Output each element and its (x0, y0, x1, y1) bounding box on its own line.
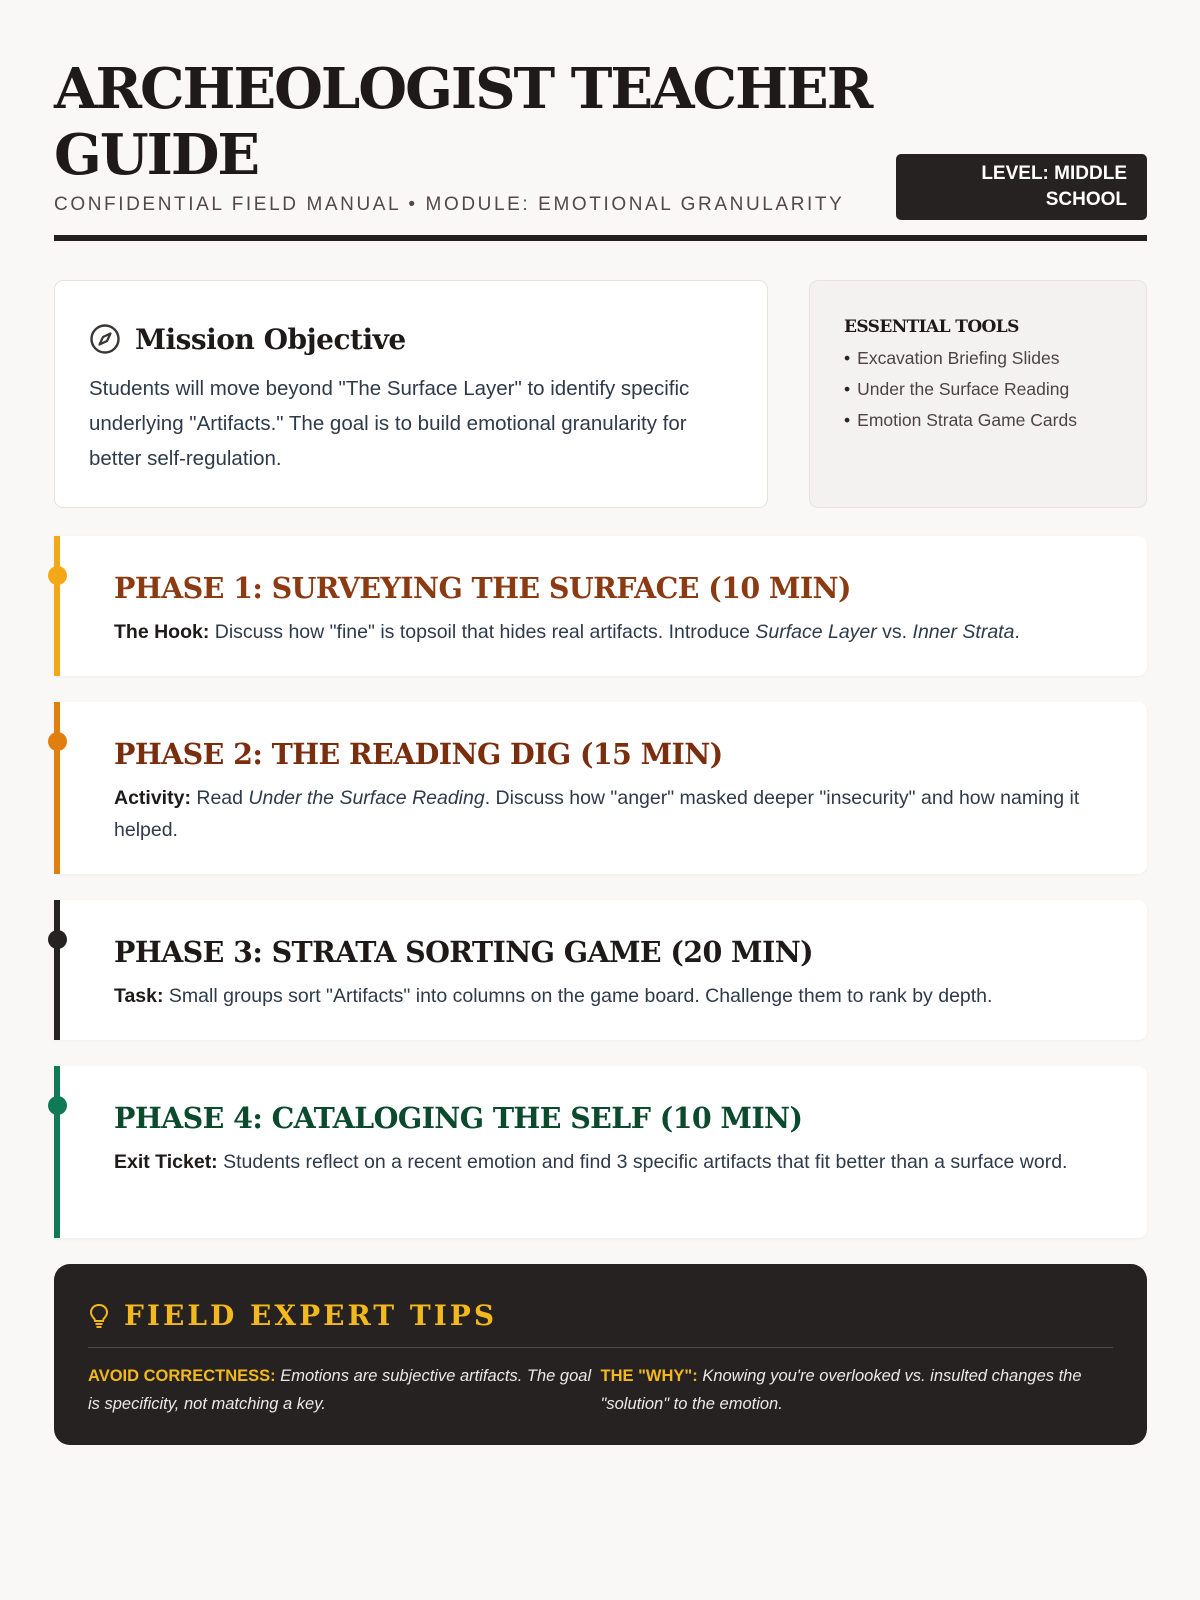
phase-timeline-bar (54, 900, 60, 1040)
page-header (54, 56, 1147, 241)
tip-text: Knowing you're overlooked vs. insulted changes the "solution" to the emotion. (600, 1367, 1082, 1413)
teacher-guide-page (54, 56, 1147, 1413)
phase-description (114, 616, 1107, 648)
phase-timeline-dot (48, 566, 67, 585)
tip-label: THE "WHY": (600, 1367, 698, 1385)
tools-list-item: • Under the Surface Reading (844, 374, 1112, 405)
phase-title: PHASE 1: SURVEYING THE SURFACE (10 MIN) (114, 571, 851, 605)
phase-label: The Hook: (114, 621, 210, 643)
phase-timeline-bar (54, 702, 60, 874)
phase-card-3 (54, 900, 1147, 1040)
phase-description (114, 980, 1107, 1012)
tools-list-item: • Excavation Briefing Slides (844, 343, 1112, 374)
phase-text-segment: Small groups sort "Artifacts" into columns on the game board. Challenge them to rank by depth. (163, 985, 993, 1007)
phase-label: Activity: (114, 787, 191, 809)
field-expert-tips-panel (54, 1264, 1147, 1445)
phase-emphasis: Under the Surface Reading (248, 787, 485, 809)
phase-text-segment: Read (190, 787, 249, 809)
level-badge: LEVEL: MIDDLE SCHOOL (896, 154, 1147, 220)
tip-label: AVOID CORRECTNESS: (88, 1367, 276, 1385)
phase-emphasis: Inner Strata (912, 621, 1015, 643)
mission-objective-card (54, 280, 768, 508)
phase-text-segment: . (1014, 621, 1020, 643)
phase-timeline-dot (48, 930, 67, 949)
tip-text: Emotions are subjective artifacts. The goal is specificity, not matching a key. (88, 1367, 592, 1413)
tools-list-item: • Emotion Strata Game Cards (844, 405, 1112, 436)
phase-label: Exit Ticket: (114, 1151, 218, 1173)
phase-text-segment: vs. (876, 621, 913, 643)
compass-icon (89, 323, 121, 355)
phase-description (114, 782, 1107, 846)
phase-label: Task: (114, 985, 164, 1007)
phase-text-segment: Discuss how "fine" is topsoil that hides real artifacts. Introduce (209, 621, 756, 643)
phase-title: PHASE 2: THE READING DIG (15 MIN) (114, 737, 723, 771)
tips-header (88, 1296, 1113, 1348)
phase-timeline-bar (54, 536, 60, 676)
tip-item (601, 1362, 1114, 1418)
phase-title: PHASE 4: CATALOGING THE SELF (10 MIN) (114, 1101, 803, 1135)
mission-text: Students will move beyond "The Surface Layer" to identify specific underlying "Artifacts." The goal is to build emotional granularity for better self-regulation. (89, 377, 690, 470)
mission-title: Mission Objective (135, 322, 406, 356)
phase-card-4 (54, 1066, 1147, 1238)
lightbulb-icon (88, 1302, 110, 1330)
phase-timeline-bar (54, 1066, 60, 1238)
phase-text-segment: . Discuss how "anger" masked deeper "insecurity" and how naming it helped. (114, 787, 1080, 841)
phase-card-2 (54, 702, 1147, 874)
phase-timeline-dot (48, 1096, 67, 1115)
tips-title: FIELD EXPERT TIPS (124, 1299, 498, 1332)
tips-grid (88, 1362, 1113, 1418)
phase-emphasis: Surface Layer (755, 621, 877, 643)
phase-timeline-dot (48, 732, 67, 751)
phase-card-1 (54, 536, 1147, 676)
overview-row (54, 280, 1147, 508)
phase-text-segment: Students reflect on a recent emotion and find 3 specific artifacts that fit better than a surface word. (217, 1151, 1068, 1173)
phase-description (114, 1146, 1107, 1178)
tools-title: ESSENTIAL TOOLS (844, 317, 1019, 337)
phase-title: PHASE 3: STRATA SORTING GAME (20 MIN) (114, 935, 814, 969)
page-subtitle: CONFIDENTIAL FIELD MANUAL • MODULE: EMOTIONAL GRANULARITY (54, 194, 845, 215)
mission-header (89, 319, 733, 359)
tip-item (88, 1362, 601, 1418)
essential-tools-card (809, 280, 1147, 508)
tools-list (844, 343, 1112, 436)
page-title: ARCHEOLOGIST TEACHER GUIDE (54, 56, 872, 188)
